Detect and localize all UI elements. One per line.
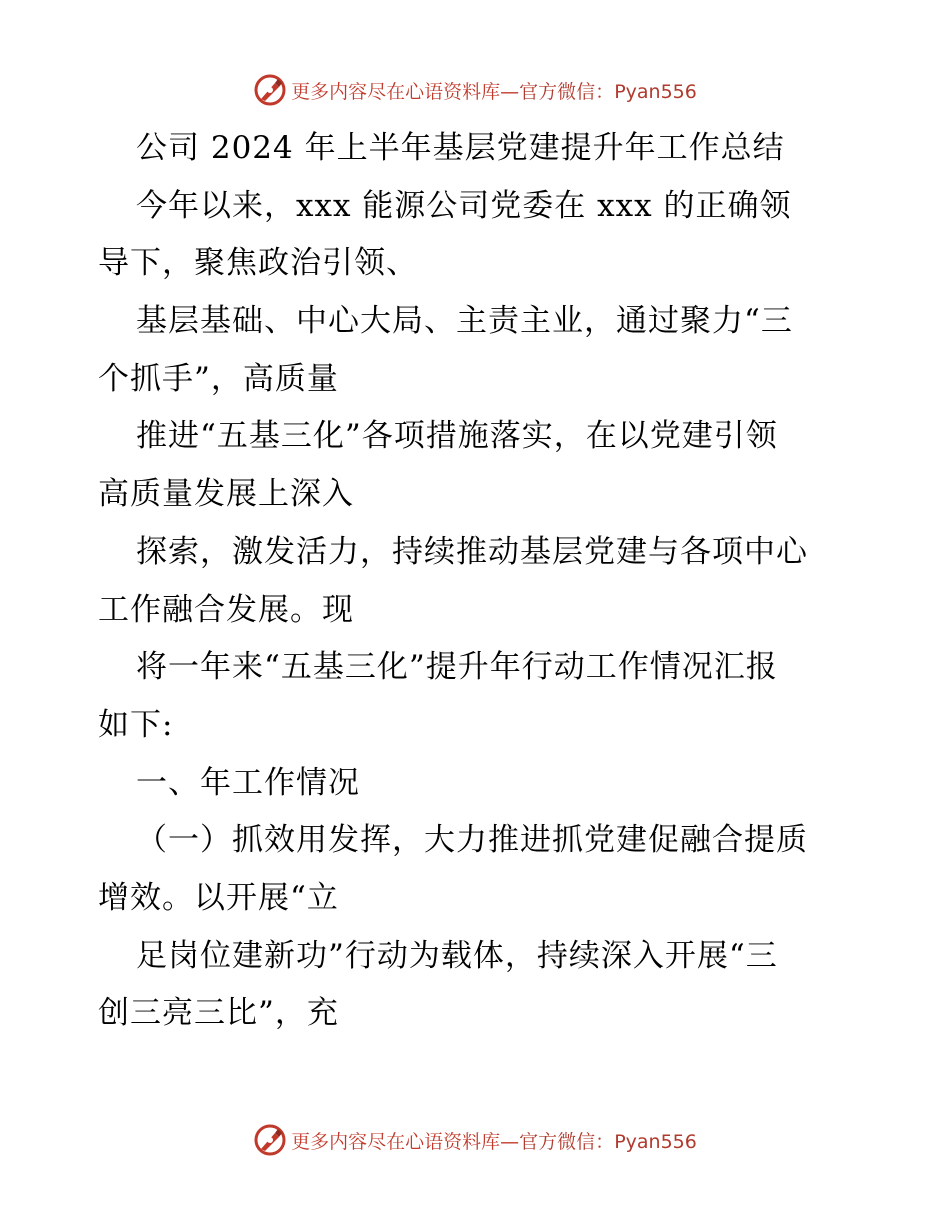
section-heading: 一、年工作情况	[136, 764, 360, 801]
paragraph-line: 基层基础、中心大局、主责主业，通过聚力“三	[136, 303, 793, 340]
paragraph-line: 创三亮三比”，充	[98, 995, 339, 1032]
banner-wechat-id: Pyan556	[614, 1130, 697, 1153]
paragraph-line: 足岗位建新功”行动为载体，持续深入开展“三	[136, 937, 778, 974]
paragraph-line: 将一年来“五基三化”提升年行动工作情况汇报	[136, 649, 778, 686]
paragraph-line: 工作融合发展。现	[98, 591, 354, 628]
banner-separator: —	[500, 80, 520, 103]
document-body	[98, 120, 858, 1043]
banner-site-text: 更多内容尽在心语资料库	[291, 80, 501, 103]
banner-wechat-label: 官方微信：	[519, 1130, 615, 1153]
footer-banner	[0, 1120, 950, 1160]
pen-circle-logo-icon	[253, 1123, 287, 1157]
paragraph-line: 增效。以开展“立	[98, 879, 339, 916]
document-title: 公司 2024 年上半年基层党建提升年工作总结	[136, 130, 785, 166]
paragraph-line: 高质量发展上深入	[98, 476, 354, 513]
paragraph-line: 今年以来，xxx 能源公司党委在 xxx 的正确领	[136, 187, 792, 224]
paragraph-line: 探索，激发活力，持续推动基层党建与各项中心	[136, 533, 808, 570]
banner-separator: —	[500, 1130, 520, 1153]
header-banner	[0, 70, 950, 110]
paragraph-line: 如下:	[98, 706, 174, 743]
banner-wechat-id: Pyan556	[614, 80, 697, 103]
paragraph-line: 个抓手”，高质量	[98, 360, 339, 397]
paragraph-line: 推进“五基三化”各项措施落实，在以党建引领	[136, 418, 778, 455]
pen-circle-logo-icon	[253, 73, 287, 107]
banner-site-text: 更多内容尽在心语资料库	[291, 1130, 501, 1153]
paragraph-line: 导下，聚焦政治引领、	[98, 245, 418, 282]
banner-wechat-label: 官方微信：	[519, 80, 615, 103]
subsection-heading: （一）抓效用发挥，大力推进抓党建促融合提质	[136, 822, 808, 859]
